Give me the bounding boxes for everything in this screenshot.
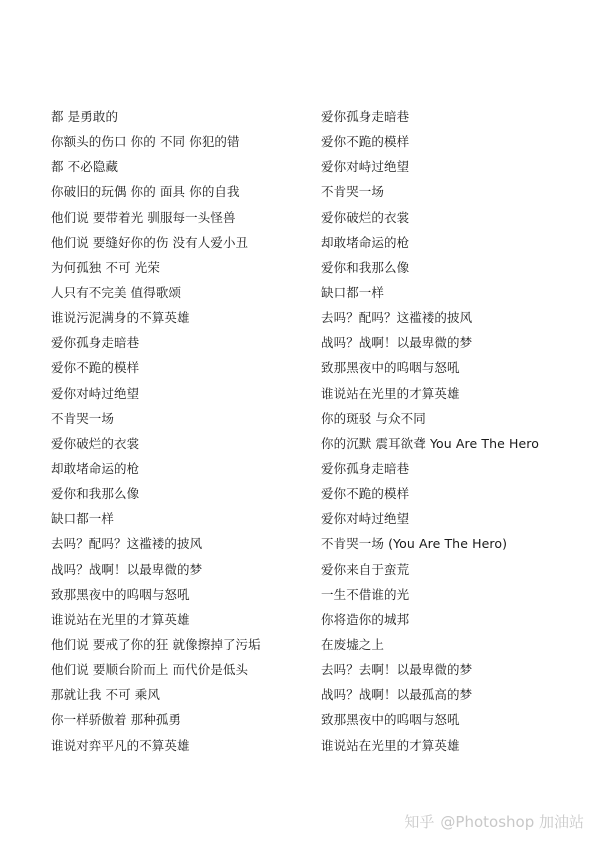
lyric-line: 他们说 要顺台阶而上 而代价是低头	[51, 662, 249, 678]
lyric-line: 战吗？战啊！以最卑微的梦	[51, 561, 203, 577]
lyric-line: 缺口都一样	[51, 511, 115, 527]
lyric-line: 爱你对峙过绝望	[51, 385, 140, 401]
lyric-line: 在废墟之上	[321, 636, 385, 652]
lyric-line: 谁说对弈平凡的不算英雄	[51, 737, 190, 753]
lyric-line: 去吗？配吗？这褴褛的披风	[321, 310, 473, 326]
lyric-line: 谁说污泥满身的不算英雄	[51, 310, 190, 326]
lyric-line: 不肯哭一场	[321, 184, 385, 200]
lyric-line: 那就让我 不可 乘风	[51, 687, 160, 703]
lyrics-right-column	[321, 104, 591, 758]
lyric-line: 致那黑夜中的呜咽与怒吼	[51, 586, 190, 602]
lyric-line: 爱你破烂的衣裳	[51, 435, 140, 451]
lyric-line: 去吗？去啊！以最卑微的梦	[321, 662, 473, 678]
lyric-line: 谁说站在光里的才算英雄	[51, 611, 190, 627]
lyric-line: 他们说 要缝好你的伤 没有人爱小丑	[51, 234, 249, 250]
lyric-line: 战吗？战啊！以最孤高的梦	[321, 687, 473, 703]
lyric-line: 他们说 要戒了你的狂 就像擦掉了污垢	[51, 636, 261, 652]
watermark-author: @Photoshop 加油站	[440, 813, 584, 831]
lyric-line: 却敢堵命运的枪	[321, 234, 410, 250]
lyric-line: 你额头的伤口 你的 不同 你犯的错	[51, 134, 240, 150]
lyric-line: 他们说 要带着光 驯服每一头怪兽	[51, 209, 236, 225]
lyric-line: 爱你不跪的模样	[51, 360, 140, 376]
lyric-line: 爱你孤身走暗巷	[321, 109, 410, 124]
lyric-line: 致那黑夜中的呜咽与怒吼	[321, 712, 460, 728]
lyric-line: 不肯哭一场 (You Are The Hero)	[321, 536, 508, 552]
lyric-line: 去吗？配吗？这褴褛的披风	[51, 536, 203, 552]
watermark	[404, 811, 584, 832]
lyric-line: 爱你孤身走暗巷	[51, 335, 140, 351]
lyric-line: 爱你不跪的模样	[321, 486, 410, 502]
lyric-line: 不肯哭一场	[51, 410, 115, 426]
lyric-line: 都 是勇敢的	[51, 109, 119, 124]
lyric-line: 人只有不完美 值得歌颂	[51, 284, 182, 300]
lyric-line: 爱你不跪的模样	[321, 134, 410, 150]
lyric-line: 谁说站在光里的才算英雄	[321, 737, 460, 753]
lyric-line: 缺口都一样	[321, 284, 385, 300]
lyric-line: 一生不借谁的光	[321, 586, 410, 602]
lyric-line: 爱你和我那么像	[321, 259, 410, 275]
lyric-line: 爱你来自于蛮荒	[321, 561, 410, 577]
lyric-line: 爱你和我那么像	[51, 486, 140, 502]
lyric-line: 爱你破烂的衣裳	[321, 209, 410, 225]
lyric-line: 却敢堵命运的枪	[51, 460, 140, 476]
watermark-brand: 知乎	[404, 813, 435, 831]
lyric-line: 都 不必隐藏	[51, 159, 119, 175]
lyrics-left-column	[51, 104, 301, 758]
lyric-line: 你破旧的玩偶 你的 面具 你的自我	[51, 184, 240, 200]
lyric-line: 爱你对峙过绝望	[321, 159, 410, 175]
lyric-line: 谁说站在光里的才算英雄	[321, 385, 460, 401]
lyric-line: 战吗？战啊！以最卑微的梦	[321, 335, 473, 351]
lyric-line: 爱你对峙过绝望	[321, 511, 410, 527]
lyric-line: 致那黑夜中的呜咽与怒吼	[321, 360, 460, 376]
lyric-line: 你将造你的城邦	[321, 611, 410, 627]
lyric-line: 为何孤独 不可 光荣	[51, 259, 160, 275]
lyric-line: 你一样骄傲着 那种孤勇	[51, 712, 182, 728]
lyric-line: 爱你孤身走暗巷	[321, 460, 410, 476]
lyric-line: 你的斑驳 与众不同	[321, 410, 426, 426]
lyric-line: 你的沉默 震耳欲聋 You Are The Hero	[321, 435, 539, 451]
